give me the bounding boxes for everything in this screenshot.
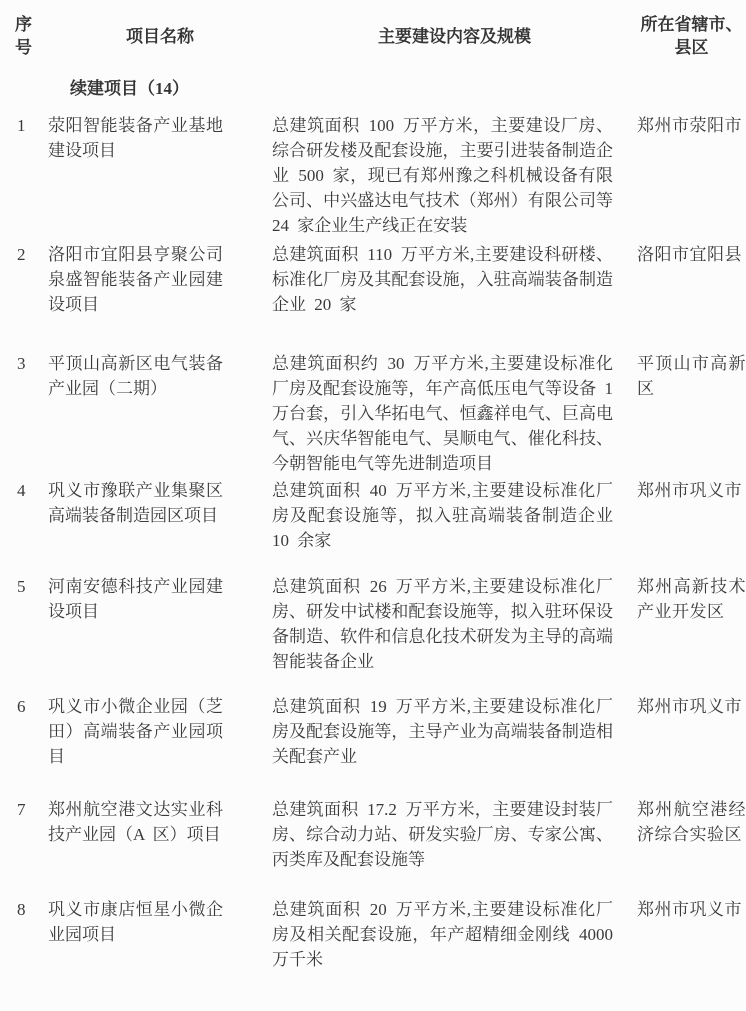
cell-project-name: 巩义市康店恒星小微企业园项目 xyxy=(48,900,223,944)
cell-project-name: 平顶山高新区电气装备产业园（二期） xyxy=(48,354,223,398)
table-row xyxy=(0,351,746,476)
cell-no: 4 xyxy=(17,481,26,500)
cell-content-scale: 总建筑面积 26 万平方米,主要建设标准化厂房、研发中试楼和配套设施等，拟入驻环保设备制造、软件和信息化技术研发为主导的高端智能装备企业 xyxy=(272,577,613,671)
cell-region: 郑州市巩义市 xyxy=(637,697,742,716)
cell-project-name: 郑州航空港文达实业科技产业园（A 区）项目 xyxy=(48,800,223,844)
table-header-row xyxy=(0,10,746,62)
table-row xyxy=(0,897,746,972)
cell-content-scale: 总建筑面积 19 万平方米,主要建设标准化厂房及配套设施等，主导产业为高端装备制造相关配套产业 xyxy=(272,697,613,766)
cell-project-name: 荥阳智能装备产业基地建设项目 xyxy=(48,116,223,160)
table-row xyxy=(0,242,746,317)
cell-project-name: 河南安德科技产业园建设项目 xyxy=(48,577,223,621)
section-title: 续建项目（14） xyxy=(70,79,189,98)
table-body xyxy=(0,113,746,972)
table-row xyxy=(0,574,746,674)
cell-region: 郑州市巩义市 xyxy=(637,900,742,919)
cell-region: 郑州高新技术产业开发区 xyxy=(637,577,746,621)
cell-region: 郑州市荥阳市 xyxy=(637,116,742,135)
cell-no: 3 xyxy=(17,354,26,373)
cell-region: 平顶山市高新区 xyxy=(637,354,746,398)
cell-content-scale: 总建筑面积约 30 万平方米,主要建设标准化厂房及配套设施等，年产高低压电气等设备 1 万台套，引入华拓电气、恒鑫祥电气、巨高电气、兴庆华智能电气、昊顺电气、催化科技、今朝智能电气等先进制造项目 xyxy=(272,354,613,473)
cell-no: 2 xyxy=(17,245,26,264)
table-row xyxy=(0,113,746,238)
cell-project-name: 洛阳市宜阳县亨聚公司泉盛智能装备产业园建设项目 xyxy=(48,245,223,314)
cell-content-scale: 总建筑面积 20 万平方米,主要建设标准化厂房及相关配套设施，年产超精细金刚线 4000 万千米 xyxy=(272,900,613,969)
table-row xyxy=(0,797,746,872)
cell-content-scale: 总建筑面积 100 万平方米，主要建设厂房、综合研发楼及配套设施，主要引进装备制造企业 500 家，现已有郑州豫之科机械设备有限公司、中兴盛达电气技术（郑州）有限公司等 24 家企业生产线正在安装 xyxy=(272,116,613,235)
cell-region: 郑州航空港经济综合实验区 xyxy=(637,800,746,844)
cell-content-scale: 总建筑面积 110 万平方米,主要建设科研楼、标准化厂房及其配套设施，入驻高端装备制造企业 20 家 xyxy=(272,245,613,314)
cell-region: 郑州市巩义市 xyxy=(637,481,742,500)
col-header-content-scale: 主要建设内容及规模 xyxy=(378,26,531,46)
cell-content-scale: 总建筑面积 40 万平方米,主要建设标准化厂房及配套设施等，拟入驻高端装备制造企业 10 余家 xyxy=(272,481,613,550)
col-header-region: 所在省辖市、县区 xyxy=(640,15,743,57)
cell-no: 1 xyxy=(17,116,26,135)
col-header-no: 序号 xyxy=(15,15,32,57)
cell-no: 8 xyxy=(17,900,26,919)
cell-project-name: 巩义市小微企业园（芝田）高端装备产业园项目 xyxy=(48,697,223,766)
cell-no: 7 xyxy=(17,800,26,819)
table-row xyxy=(0,478,746,553)
table-row xyxy=(0,694,746,769)
cell-no: 5 xyxy=(17,577,26,596)
cell-no: 6 xyxy=(17,697,26,716)
cell-region: 洛阳市宜阳县 xyxy=(637,245,742,264)
cell-content-scale: 总建筑面积 17.2 万平方米，主要建设封装厂房、综合动力站、研发实验厂房、专家公寓、丙类库及配套设施等 xyxy=(272,800,613,869)
cell-project-name: 巩义市豫联产业集聚区高端装备制造园区项目 xyxy=(48,481,223,525)
col-header-project-name: 项目名称 xyxy=(126,26,194,46)
